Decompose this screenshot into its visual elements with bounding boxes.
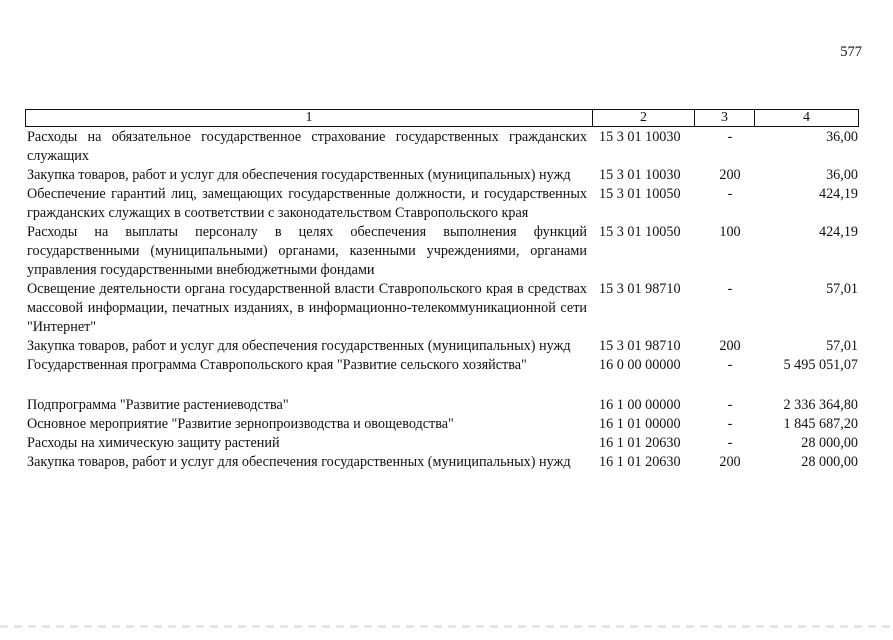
row-name: Обеспечение гарантий лиц, замещающих государственные должности, и государственных гражданских служащих в соответствии с законодательством Ставропольского края bbox=[27, 186, 587, 221]
table-row bbox=[27, 453, 861, 472]
page-number: 577 bbox=[840, 44, 862, 60]
row-name: Закупка товаров, работ и услуг для обеспечения государственных (муниципальных) нужд bbox=[27, 338, 571, 354]
row-name: Расходы на химическую защиту растений bbox=[27, 435, 280, 451]
table-row bbox=[27, 415, 861, 434]
row-amount: 5 495 051,07 bbox=[783, 357, 858, 373]
row-name: Основное мероприятие "Развитие зернопроизводства и овощеводства" bbox=[27, 416, 454, 432]
row-type: 200 bbox=[719, 167, 741, 183]
row-type: - bbox=[727, 357, 733, 373]
row-amount: 57,01 bbox=[826, 338, 858, 354]
row-type: 100 bbox=[719, 224, 741, 240]
table-row bbox=[27, 166, 861, 185]
table-row bbox=[27, 223, 861, 280]
row-name: Освещение деятельности органа государственной власти Ставропольского края в средствах массовой информации, печатных изданиях, в информационно-телекоммуникационной сети "Интернет" bbox=[27, 281, 587, 335]
row-name: Государственная программа Ставропольского края "Развитие сельского хозяйства" bbox=[27, 357, 527, 373]
row-type: - bbox=[727, 186, 733, 202]
row-code: 16 1 01 20630 bbox=[599, 435, 681, 451]
row-name: Расходы на обязательное государственное страхование государственных гражданских служащих bbox=[27, 129, 587, 164]
row-name: Подпрограмма "Развитие растениеводства" bbox=[27, 397, 289, 413]
table-header bbox=[25, 109, 859, 127]
row-amount: 424,19 bbox=[818, 224, 858, 240]
row-code: 16 1 00 00000 bbox=[599, 397, 681, 413]
row-code: 16 1 01 00000 bbox=[599, 416, 681, 432]
table-row bbox=[27, 280, 861, 337]
row-type: 200 bbox=[719, 338, 741, 354]
row-code: 15 3 01 98710 bbox=[599, 338, 681, 354]
row-amount: 36,00 bbox=[826, 167, 858, 183]
row-name: Закупка товаров, работ и услуг для обеспечения государственных (муниципальных) нужд bbox=[27, 167, 571, 183]
row-code: 15 3 01 98710 bbox=[599, 281, 681, 297]
row-code: 15 3 01 10030 bbox=[599, 129, 681, 145]
table-body bbox=[27, 128, 861, 472]
row-code: 15 3 01 10050 bbox=[599, 224, 681, 240]
row-code: 15 3 01 10030 bbox=[599, 167, 681, 183]
row-code: 15 3 01 10050 bbox=[599, 186, 681, 202]
row-type: - bbox=[727, 416, 733, 432]
row-amount: 28 000,00 bbox=[801, 454, 858, 470]
row-amount: 57,01 bbox=[826, 281, 858, 297]
row-code: 16 1 01 20630 bbox=[599, 454, 681, 470]
header-col-4: 4 bbox=[803, 110, 810, 125]
header-col-1: 1 bbox=[26, 110, 593, 126]
table-row bbox=[27, 396, 861, 415]
header-col-3: 3 bbox=[695, 110, 755, 126]
row-amount: 36,00 bbox=[826, 129, 858, 145]
row-type: - bbox=[727, 397, 733, 413]
table-row bbox=[27, 434, 861, 453]
row-name: Расходы на выплаты персоналу в целях обеспечения выполнения функций государственными (муниципальными) органами, казенными учреждениями, органами управления государственными внебюджетными фондами bbox=[27, 224, 587, 278]
row-type: - bbox=[727, 129, 733, 145]
table-row bbox=[27, 337, 861, 356]
row-spacer bbox=[27, 375, 861, 396]
row-amount: 424,19 bbox=[818, 186, 858, 202]
row-amount: 2 336 364,80 bbox=[783, 397, 858, 413]
header-col-2: 2 bbox=[593, 110, 695, 126]
row-amount: 1 845 687,20 bbox=[783, 416, 858, 432]
row-code: 16 0 00 00000 bbox=[599, 357, 681, 373]
table-row bbox=[27, 128, 861, 166]
row-type: - bbox=[727, 281, 733, 297]
row-type: - bbox=[727, 435, 733, 451]
table-row bbox=[27, 185, 861, 223]
row-name: Закупка товаров, работ и услуг для обеспечения государственных (муниципальных) нужд bbox=[27, 454, 571, 470]
scan-edge-noise bbox=[0, 625, 893, 628]
row-type: 200 bbox=[719, 454, 741, 470]
table-row bbox=[27, 356, 861, 375]
row-amount: 28 000,00 bbox=[801, 435, 858, 451]
